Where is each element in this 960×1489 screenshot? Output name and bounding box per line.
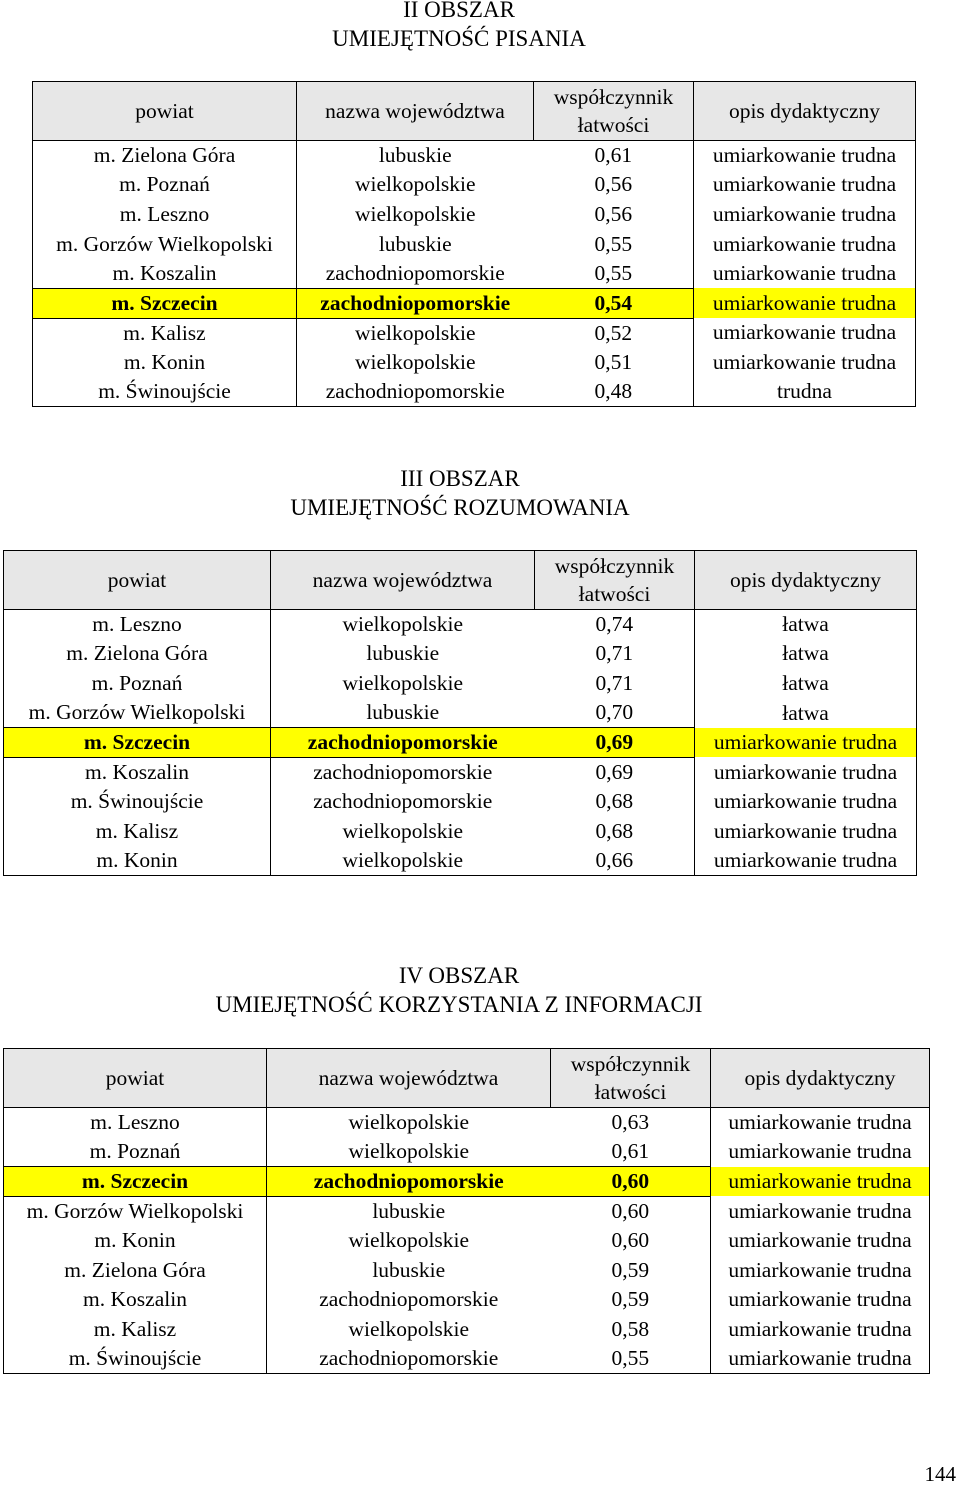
cell-wspolczynnik: 0,52 <box>594 320 633 345</box>
cell-powiat: m. Konin <box>4 1226 267 1256</box>
cell-opis: umiarkowanie trudna <box>711 1137 930 1167</box>
header-powiat: powiat <box>4 551 271 610</box>
cell-wspolczynnik: 0,58 <box>611 1316 650 1341</box>
cell-opis: trudna <box>694 377 916 407</box>
cell-wojewodztwo: wielkopolskie <box>348 1139 470 1164</box>
section-subtitle: UMIEJĘTNOŚĆ KORZYSTANIA Z INFORMACJI <box>215 992 703 1017</box>
table-header-row <box>4 1049 930 1108</box>
cell-powiat: m. Konin <box>33 348 297 378</box>
table-row <box>4 846 917 876</box>
table-row <box>33 377 916 407</box>
table-row <box>33 229 916 259</box>
cell-opis: umiarkowanie trudna <box>694 141 916 171</box>
table-row <box>4 1285 930 1315</box>
cell-opis: umiarkowanie trudna <box>695 728 917 758</box>
cell-wojewodztwo: lubuskie <box>372 1257 446 1282</box>
table-row <box>4 757 917 787</box>
table-row <box>4 1315 930 1345</box>
table-row <box>4 1226 930 1256</box>
cell-wojewodztwo: zachodniopomorskie <box>297 288 534 318</box>
cell-wojewodztwo: wielkopolskie <box>342 818 464 843</box>
cell-opis: łatwa <box>695 639 917 669</box>
cell-wspolczynnik: 0,61 <box>611 1139 650 1164</box>
cell-wojewodztwo: wielkopolskie <box>342 670 464 695</box>
table-row <box>4 1167 930 1197</box>
cell-wojewodztwo: wielkopolskie <box>348 1110 470 1135</box>
cell-opis: umiarkowanie trudna <box>694 229 916 259</box>
table-row <box>33 170 916 200</box>
cell-opis: umiarkowanie trudna <box>694 288 916 318</box>
cell-wspolczynnik: 0,71 <box>595 670 634 695</box>
table-row <box>4 728 917 758</box>
cell-opis: umiarkowanie trudna <box>711 1226 930 1256</box>
cell-powiat: m. Konin <box>4 846 271 876</box>
cell-wojewodztwo: wielkopolskie <box>354 172 476 197</box>
header-wojewodztwo: nazwa województwa <box>267 1049 551 1108</box>
cell-opis: umiarkowanie trudna <box>711 1315 930 1345</box>
cell-wspolczynnik: 0,71 <box>595 641 634 666</box>
header-wojewodztwo: nazwa województwa <box>271 551 535 610</box>
table-row <box>4 787 917 817</box>
cell-wspolczynnik: 0,56 <box>594 172 633 197</box>
section-heading-informacje <box>176 961 742 1019</box>
table-row <box>33 348 916 378</box>
cell-wojewodztwo: wielkopolskie <box>271 846 535 876</box>
cell-wojewodztwo: wielkopolskie <box>348 1316 470 1341</box>
cell-wojewodztwo: zachodniopomorskie <box>297 377 534 407</box>
header-wojewodztwo: nazwa województwa <box>297 82 534 141</box>
cell-opis: umiarkowanie trudna <box>694 348 916 378</box>
cell-powiat: m. Szczecin <box>33 288 297 318</box>
cell-powiat: m. Szczecin <box>4 1167 267 1197</box>
header-opis: opis dydaktyczny <box>695 551 917 610</box>
cell-powiat: m. Zielona Góra <box>4 1255 267 1285</box>
cell-powiat: m. Leszno <box>33 200 297 230</box>
cell-opis: umiarkowanie trudna <box>711 1167 930 1197</box>
cell-powiat: m. Poznań <box>4 669 271 699</box>
cell-powiat: m. Leszno <box>4 1108 267 1138</box>
cell-wspolczynnik: 0,68 <box>595 789 634 814</box>
cell-opis: umiarkowanie trudna <box>694 170 916 200</box>
cell-opis: umiarkowanie trudna <box>711 1255 930 1285</box>
cell-wojewodztwo: lubuskie <box>378 231 452 256</box>
cell-opis: umiarkowanie trudna <box>711 1285 930 1315</box>
cell-wspolczynnik: 0,60 <box>611 1228 650 1253</box>
section-heading-pisanie <box>313 0 605 53</box>
cell-wspolczynnik: 0,55 <box>594 231 633 256</box>
cell-wojewodztwo: zachodniopomorskie <box>267 1344 551 1374</box>
header-wspolczynnik: współczynnik łatwości <box>551 1049 711 1108</box>
cell-opis: łatwa <box>695 610 917 640</box>
cell-powiat: m. Kalisz <box>4 817 271 847</box>
cell-wojewodztwo: lubuskie <box>378 143 452 168</box>
cell-wspolczynnik: 0,60 <box>551 1167 711 1197</box>
cell-wspolczynnik: 0,56 <box>594 201 633 226</box>
cell-wojewodztwo: zachodniopomorskie <box>313 760 493 785</box>
cell-opis: umiarkowanie trudna <box>694 318 916 348</box>
header-opis: opis dydaktyczny <box>711 1049 930 1108</box>
cell-powiat: m. Leszno <box>4 610 271 640</box>
cell-wspolczynnik: 0,69 <box>595 760 634 785</box>
cell-opis: łatwa <box>695 669 917 699</box>
cell-wojewodztwo: wielkopolskie <box>348 1228 470 1253</box>
cell-powiat: m. Kalisz <box>33 318 297 348</box>
table-row <box>4 1255 930 1285</box>
table-row <box>33 318 916 348</box>
cell-opis: łatwa <box>695 698 917 728</box>
table-row <box>4 639 917 669</box>
cell-opis: umiarkowanie trudna <box>695 846 917 876</box>
cell-wojewodztwo: lubuskie <box>366 700 440 725</box>
cell-powiat: m. Zielona Góra <box>33 141 297 171</box>
cell-powiat: m. Szczecin <box>4 728 271 758</box>
cell-powiat: m. Poznań <box>33 170 297 200</box>
header-wspolczynnik: współczynnik łatwości <box>535 551 695 610</box>
table-row <box>4 669 917 699</box>
section-subtitle: UMIEJĘTNOŚĆ PISANIA <box>332 26 586 51</box>
cell-wojewodztwo: zachodniopomorskie <box>319 1287 499 1312</box>
cell-powiat: m. Gorzów Wielkopolski <box>4 698 271 728</box>
cell-powiat: m. Koszalin <box>4 1285 267 1315</box>
section-title: II OBSZAR <box>403 0 515 22</box>
cell-wojewodztwo: wielkopolskie <box>354 201 476 226</box>
cell-wspolczynnik: 0,59 <box>611 1257 650 1282</box>
cell-powiat: m. Zielona Góra <box>4 639 271 669</box>
section-title: IV OBSZAR <box>398 963 520 988</box>
cell-wspolczynnik: 0,61 <box>594 143 633 168</box>
cell-wojewodztwo: zachodniopomorskie <box>267 1167 551 1197</box>
table-row <box>33 141 916 171</box>
table-pisanie <box>32 81 916 407</box>
cell-wojewodztwo: wielkopolskie <box>342 612 464 637</box>
header-powiat: powiat <box>4 1049 267 1108</box>
cell-powiat: m. Świnoujście <box>4 787 271 817</box>
table-row <box>4 817 917 847</box>
cell-opis: umiarkowanie trudna <box>694 200 916 230</box>
table-row <box>4 698 917 728</box>
cell-opis: umiarkowanie trudna <box>711 1196 930 1226</box>
cell-powiat: m. Świnoujście <box>33 377 297 407</box>
cell-wspolczynnik: 0,69 <box>535 728 695 758</box>
header-powiat: powiat <box>33 82 297 141</box>
cell-opis: umiarkowanie trudna <box>695 817 917 847</box>
table-row <box>4 610 917 640</box>
cell-powiat: m. Koszalin <box>33 259 297 289</box>
cell-opis: umiarkowanie trudna <box>695 787 917 817</box>
cell-wojewodztwo: lubuskie <box>372 1198 446 1223</box>
cell-wspolczynnik: 0,74 <box>595 612 634 637</box>
header-opis: opis dydaktyczny <box>694 82 916 141</box>
table-header-row <box>4 551 917 610</box>
table-row <box>4 1344 930 1374</box>
cell-wojewodztwo: wielkopolskie <box>354 320 476 345</box>
section-title: III OBSZAR <box>400 466 520 491</box>
cell-wojewodztwo: zachodniopomorskie <box>313 789 493 814</box>
cell-opis: umiarkowanie trudna <box>695 757 917 787</box>
cell-wspolczynnik: 0,68 <box>595 818 634 843</box>
cell-wspolczynnik: 0,60 <box>611 1198 650 1223</box>
table-header-row <box>33 82 916 141</box>
cell-powiat: m. Gorzów Wielkopolski <box>33 229 297 259</box>
table-row <box>33 200 916 230</box>
header-wspolczynnik: współczynnik łatwości <box>534 82 694 141</box>
cell-wspolczynnik: 0,55 <box>594 260 633 285</box>
cell-opis: umiarkowanie trudna <box>711 1344 930 1374</box>
cell-wojewodztwo: zachodniopomorskie <box>271 728 535 758</box>
table-row <box>33 288 916 318</box>
cell-powiat: m. Koszalin <box>4 757 271 787</box>
section-subtitle: UMIEJĘTNOŚĆ ROZUMOWANIA <box>290 495 630 520</box>
cell-wspolczynnik: 0,54 <box>534 288 694 318</box>
table-row <box>4 1108 930 1138</box>
table-row <box>4 1196 930 1226</box>
page-number: 144 <box>924 1462 956 1486</box>
cell-wspolczynnik: 0,66 <box>535 846 695 876</box>
cell-wspolczynnik: 0,59 <box>611 1287 650 1312</box>
cell-powiat: m. Świnoujście <box>4 1344 267 1374</box>
cell-wojewodztwo: zachodniopomorskie <box>325 260 505 285</box>
table-informacje <box>3 1048 930 1374</box>
table-rozumowanie <box>3 550 917 876</box>
cell-wspolczynnik: 0,63 <box>611 1110 650 1135</box>
cell-wojewodztwo: lubuskie <box>366 641 440 666</box>
cell-powiat: m. Kalisz <box>4 1315 267 1345</box>
cell-opis: umiarkowanie trudna <box>694 259 916 289</box>
cell-wspolczynnik: 0,70 <box>595 700 634 725</box>
table-row <box>4 1137 930 1167</box>
cell-wojewodztwo: wielkopolskie <box>354 349 476 374</box>
section-heading-rozumowanie <box>262 464 658 522</box>
cell-wspolczynnik: 0,51 <box>594 349 633 374</box>
cell-opis: umiarkowanie trudna <box>711 1108 930 1138</box>
table-row <box>33 259 916 289</box>
cell-powiat: m. Gorzów Wielkopolski <box>4 1196 267 1226</box>
cell-powiat: m. Poznań <box>4 1137 267 1167</box>
cell-wspolczynnik: 0,48 <box>534 377 694 407</box>
cell-wspolczynnik: 0,55 <box>551 1344 711 1374</box>
